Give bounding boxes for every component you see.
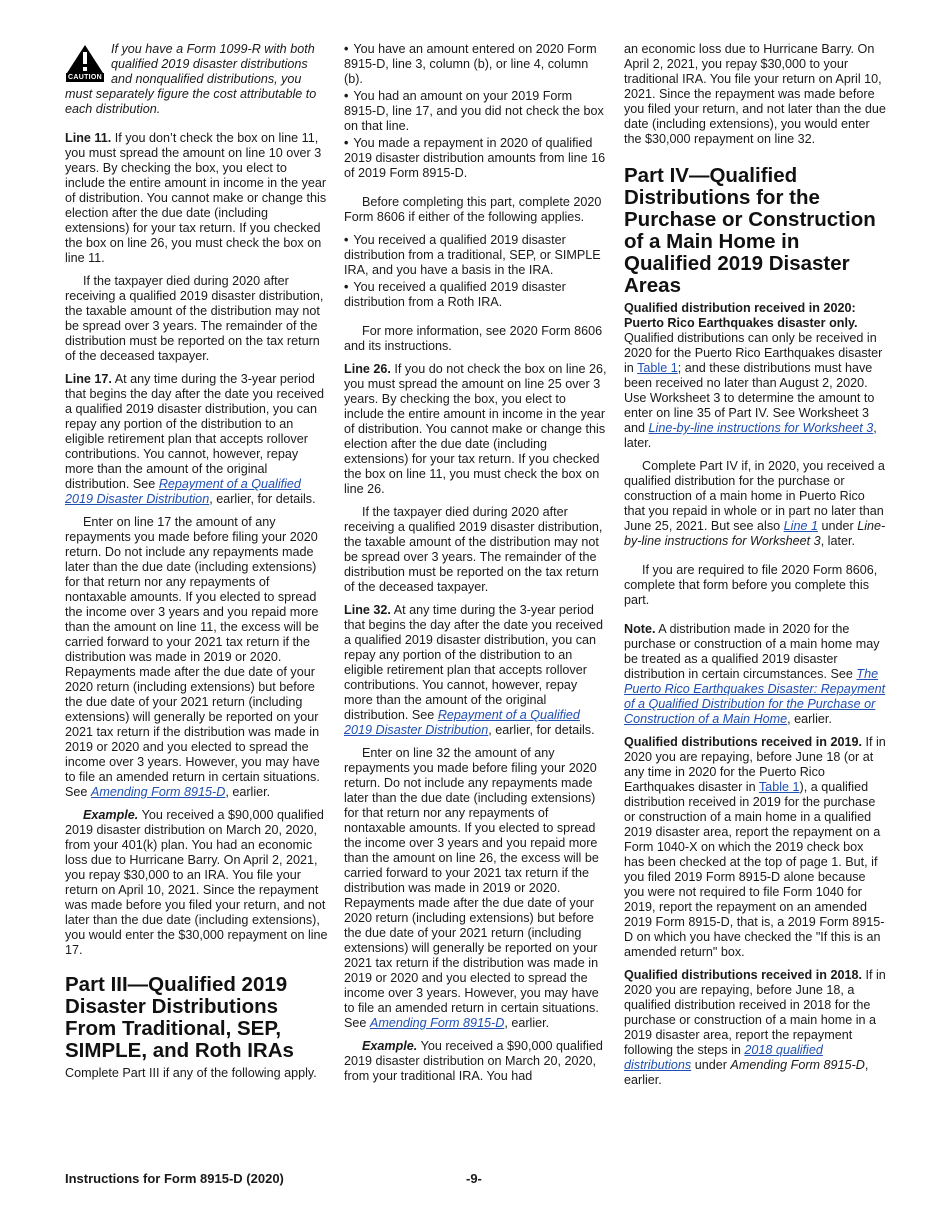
caution-box [65, 42, 328, 117]
qd2018-italic: Amending Form 8915-D [730, 1058, 865, 1072]
complete-part4-paragraph [624, 459, 886, 549]
qd2019-lead: Qualified distributions received in 2019. [624, 735, 862, 749]
example-lead: Example. [362, 1039, 418, 1053]
line32-paragraph [344, 603, 607, 738]
note-lead: Note. [624, 622, 656, 636]
more-info-paragraph: For more information, see 2020 Form 8606 and its instructions. [344, 324, 603, 353]
example-text: You received a $90,000 qualified 2019 disaster distribution on March 20, 2020, from your traditional IRA. You had [344, 1039, 603, 1083]
list-item: • You have an amount entered on 2020 Form 8915-D, line 3, column (b), or line 4, column (b). [344, 42, 597, 86]
line32-enter-b: , earlier. [504, 1016, 550, 1030]
line11-lead: Line 11. [65, 131, 112, 145]
example-paragraph [344, 1039, 607, 1084]
list-item: • You made a repayment in 2020 of qualified 2019 disaster distribution amounts from line 16 of 2019 Form 8915-D. [344, 136, 606, 180]
part3-heading: Part III—Qualified 2019 Disaster Distributions From Traditional, SEP, SIMPLE, and Roth IRAs [65, 973, 294, 1062]
qd2018-text-a: If in 2020 you are repaying, before June 18, a qualified distribution received in 2018 for the purchase or construction of a main home in a 2019 disaster area, report the repayment following the steps in [624, 968, 886, 1057]
repayment-link[interactable]: Repayment of a Qualified 2019 Disaster Distribution [65, 477, 301, 506]
form8606-conditions-list [344, 233, 607, 310]
table1-link[interactable]: Table 1 [637, 361, 678, 375]
part3-conditions-list [344, 42, 607, 181]
before-completing-paragraph: Before completing this part, complete 2020 Form 8606 if either of the following applies. [344, 195, 602, 224]
line17-text-a: At any time during the 3-year period that begins the day after the date you received a qualified 2019 disaster distribution, you can repay any portion of the distribution to an eligible retirement plan that accepts rollover contributions. You cannot, however, repay more than the amount of the original distribution. See [65, 372, 325, 491]
line1-link[interactable]: Line 1 [783, 519, 818, 533]
2018-distributions-link[interactable]: 2018 qualified distributions [624, 1043, 823, 1072]
line26-died-paragraph: If the taxpayer died during 2020 after receiving a qualified 2019 disaster distribution, the taxable amount of the distribution may not be spread over 3 years. The remainder of the distribution must be reported on the tax return of the deceased taxpayer. [344, 505, 603, 594]
qd2019-text-a: If in 2020 you are repaying, before June 18 (or at any time in 2020 for the Puerto Rico Earthquakes disaster in [624, 735, 886, 794]
example-continued: an economic loss due to Hurricane Barry. On April 2, 2021, you repay $30,000 to your traditional IRA. You file your return on April 10, 2021. Since the repayment was made before you filed your return, and not later than the due date (including extensions), you would enter the $30,000 repayment on line 32. [624, 42, 886, 146]
line11-died-paragraph: If the taxpayer died during 2020 after receiving a qualified 2019 disaster distribution, the taxable amount of the distribution may not be spread over 3 years. The remainder of the distribution must be reported on the tax return of the deceased taxpayer. [65, 274, 324, 363]
qd2018-lead: Qualified distributions received in 2018. [624, 968, 862, 982]
caution-icon [65, 44, 105, 86]
column-2 [344, 42, 607, 1092]
line32-text-b: , earlier, for details. [488, 723, 595, 737]
amending-form-link[interactable]: Amending Form 8915-D [369, 1016, 505, 1030]
line32-enter-a: Enter on line 32 the amount of any repayments you made before filing your 2020 return. Do not include any repayments made later than the due date (including extensions) for that return nor any repayments of nontaxable amounts. If you elected to spread the income over 3 years and you repaid more than the amount on line 26, the excess will be carried forward to your 2021 tax return if the distribution was made in 2019 or 2020. Repayments made after the due date of your 2020 return (including extensions) but before the due date of your 2021 return (including extensions) will generally be reported on your 2021 tax return if the distribution was made in 2019 or 2020 and you elected to spread the income over 3 years. However, you may have to file an amended return in certain situations. See [344, 746, 599, 1030]
column-1 [65, 42, 328, 1089]
page-number: -9- [466, 1171, 482, 1186]
line26-paragraph [344, 362, 607, 497]
qd2018-text-c: , earlier. [624, 1058, 869, 1087]
list-item: • You had an amount on your 2019 Form 8915-D, line 17, and you did not check the box on that line. [344, 89, 604, 133]
complete-c: , later. [820, 534, 855, 548]
line26-text: If you do not check the box on line 26, you must spread the amount on line 25 over 3 years. By checking the box, you elect to include the entire amount in income in the year of distribution. You cannot make or change this election after the due date (including extensions) for your tax return. If you checked the box on line 11, you must check the box on line 26. [344, 362, 607, 496]
note-text-a: A distribution made in 2020 for the purchase or construction of a main home may be treated as a qualified 2019 disaster distribution in certain circumstances. See [624, 622, 880, 681]
example-lead: Example. [83, 808, 139, 822]
table1-link[interactable]: Table 1 [758, 780, 800, 794]
line11-text: If you don’t check the box on line 11, you must spread the amount on line 10 over 3 years. By checking the box, you elect to include the entire amount in income in the year of distribution. You cannot make or change this election after the due date (including extensions) for your tax return. If you checked the box on line 26, you must check the box on line 11. [65, 131, 327, 265]
worksheet3-link[interactable]: Line-by-line instructions for Worksheet 3 [648, 421, 874, 435]
puerto-rico-link[interactable]: The Puerto Rico Earthquakes Disaster: Repayment of a Qualified Distribution for the Purchase or Construction of a Main Home [624, 667, 886, 726]
complete-a: Complete Part IV if, in 2020, you received a qualified distribution for the purchase or construction of a main home in Puerto Rico that you repaid in whole or in part no later than June 25, 2021. But see also [624, 459, 885, 533]
example-paragraph [65, 808, 328, 958]
line17-enter-a: Enter on line 17 the amount of any repayments you made before filing your 2020 return. Do not include any repayments made later than the due date (including extensions) for that return nor any repayments of nontaxable amounts. If you elected to spread the income over 3 years and you repaid more than the amount on line 11, the excess will be carried forward to your 2021 tax return if the distribution was made in 2019 or 2020. Repayments made after the due date of your 2020 return (including extensions) but before the due date of your 2021 return (including extensions) will generally be reported on your 2021 tax return if the distribution was made in 2019 or 2020 and you elected to spread the income over 3 years. However, you may have to file an amended return in certain situations. See [65, 515, 320, 799]
amending-form-link[interactable]: Amending Form 8915-D [90, 785, 226, 799]
complete-b: under [821, 519, 854, 533]
qd2018-paragraph [624, 968, 886, 1088]
line17-enter-b: , earlier. [225, 785, 271, 799]
form8606-paragraph: If you are required to file 2020 Form 8606, complete that form before you complete this part. [624, 563, 878, 607]
repayment-link[interactable]: Repayment of a Qualified 2019 Disaster Distribution [344, 708, 580, 737]
caution-text: If you have a Form 1099-R with both qualified 2019 disaster distributions and nonqualified distributions, you must separately figure the cost attributable to each distribution. [65, 42, 317, 116]
qd2020-paragraph [624, 301, 886, 451]
line26-lead: Line 26. [344, 362, 391, 376]
qd2020-text-b: ; and these distributions must have been received no later than August 2, 2020. Use Worksheet 3 to determine the amount to enter on line 35 of Part IV. See Worksheet 3 and [624, 361, 875, 435]
qd2020-text-c: , later. [624, 421, 877, 450]
footer-title: Instructions for Form 8915-D (2020) [65, 1171, 284, 1186]
line32-text-a: At any time during the 3-year period that begins the day after the date you received a qualified 2019 disaster distribution, you can repay any portion of the distribution to an eligible retirement plan that accepts rollover contributions. You cannot, however, repay more than the amount of the original distribution. See [344, 603, 604, 722]
qd2019-text-b: ), a qualified distribution received in 2019 for the purchase or construction of a main home in a qualified 2019 disaster area, report the repayment on a Form 1040-X on which the 2019 check box has been checked at the top of page 1. But, if you filed 2019 Form 8915-D alone because you were not required to file Form 1040 for 2019, report the repayment on an amended 2019 Form 8915-D, that is, a 2019 Form 8915-D on which you have checked the "If this is an amended return" box. [624, 780, 885, 959]
line17-lead: Line 17. [65, 372, 112, 386]
complete-italic: Line-by-line instructions for Worksheet 3 [624, 519, 886, 548]
column-3 [624, 42, 886, 1096]
caution-label: CAUTION [68, 74, 102, 81]
line17-text-b: , earlier, for details. [209, 492, 316, 506]
line17-enter-paragraph [65, 515, 328, 800]
qd2018-text-b: under [694, 1058, 727, 1072]
part4-heading: Part IV—Qualified Distributions for the Purchase or Construction of a Main Home in Qualified 2019 Disaster Areas [624, 164, 876, 297]
note-text-b: , earlier. [787, 712, 832, 726]
example-text: You received a $90,000 qualified 2019 disaster distribution on March 20, 2020, from your 401(k) plan. You had an economic loss due to Hurricane Barry. On April 2, 2021, you repay $30,000 to an IRA. You file your return on April 10, 2021. Since the repayment was made before you filed your return, and not later than the due date (including extensions), you would enter the $30,000 repayment on line 17. [65, 808, 328, 957]
line32-lead: Line 32. [344, 603, 391, 617]
qd2020-text-a: Qualified distributions can only be received in 2020 for the Puerto Rico Earthquakes disaster in [624, 331, 883, 375]
part3-intro: Complete Part III if any of the following apply. [65, 1066, 317, 1080]
line17-paragraph [65, 372, 328, 507]
line32-enter-paragraph [344, 746, 607, 1031]
line11-paragraph [65, 131, 328, 266]
list-item: • You received a qualified 2019 disaster distribution from a traditional, SEP, or SIMPLE IRA, and you have a basis in the IRA. [344, 233, 601, 277]
qd2019-paragraph [624, 735, 886, 960]
qd2020-lead: Qualified distribution received in 2020: Puerto Rico Earthquakes disaster only. [624, 301, 858, 330]
note-paragraph [624, 622, 886, 727]
list-item: • You received a qualified 2019 disaster distribution from a Roth IRA. [344, 280, 566, 309]
